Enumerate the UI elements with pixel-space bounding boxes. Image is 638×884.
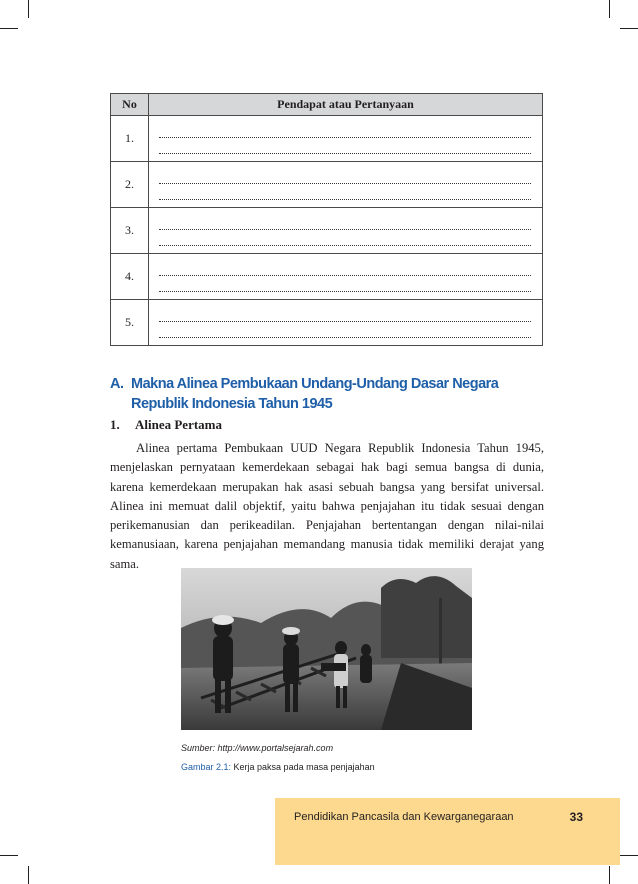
crop-mark [0,28,18,29]
table-row [111,300,543,346]
row-number: 3. [111,208,149,254]
answer-cell[interactable] [149,208,543,254]
crop-mark [620,28,638,29]
figure-source: Sumber: http://www.portalsejarah.com [181,743,334,753]
answer-cell[interactable] [149,254,543,300]
dotted-line [159,170,531,184]
table-row [111,116,543,162]
table-header-row [111,94,543,116]
row-number: 1. [111,116,149,162]
crop-mark [620,855,638,856]
dotted-line [159,262,531,276]
row-number: 5. [111,300,149,346]
row-number: 4. [111,254,149,300]
answer-cell[interactable] [149,162,543,208]
page-number: 33 [569,810,583,824]
opinion-table [110,93,543,346]
page-footer [275,798,620,865]
crop-mark [0,855,18,856]
crop-mark [28,866,29,884]
answer-cell[interactable] [149,116,543,162]
table-row [111,208,543,254]
subsection-number: 1. [110,417,120,432]
dotted-line [159,308,531,322]
answer-cell[interactable] [149,300,543,346]
crop-mark [28,0,29,18]
forced-labor-photo [181,568,472,730]
figure-caption [181,762,375,772]
dotted-line [159,232,531,246]
dotted-line [159,124,531,138]
book-title: Pendidikan Pancasila dan Kewarganegaraan [294,811,514,823]
dotted-line [159,140,531,154]
subsection-heading [110,417,222,433]
subsection-title: Alinea Pertama [135,417,223,432]
section-letter: A. [110,376,124,392]
figure-label: Gambar 2.1: [181,762,232,772]
table-row [111,162,543,208]
section-title: Makna Alinea Pembukaan Undang-Undang Dasar Negara Republik Indonesia Tahun 1945 [131,376,499,412]
crop-mark [609,0,610,18]
row-number: 2. [111,162,149,208]
dotted-line [159,278,531,292]
dotted-line [159,186,531,200]
dotted-line [159,324,531,338]
body-paragraph: Alinea pertama Pembukaan UUD Negara Republik Indonesia Tahun 1945, menjelaskan pernyataan kemerdekaan sebagai hak bagi semua bangsa di dunia, karena kemerdekaan merupakan hak asasi sebuah bangsa yang bersifat universal. Alinea ini memuat dalil objektif, yaitu bahwa penjajahan itu tidak sesuai dengan perikemanusian dan perikeadilan. Penjajahan bertentangan dengan nilai-nilai kemanusiaan, karena penjajahan memandang manusia tidak memiliki derajat yang sama. [110,441,544,571]
dotted-line [159,216,531,230]
column-header-no: No [111,94,149,116]
figure-caption-text: Kerja paksa pada masa penjajahan [231,762,375,772]
crop-mark [609,866,610,884]
column-header-opinion: Pendapat atau Pertanyaan [149,94,543,116]
table-row [111,254,543,300]
